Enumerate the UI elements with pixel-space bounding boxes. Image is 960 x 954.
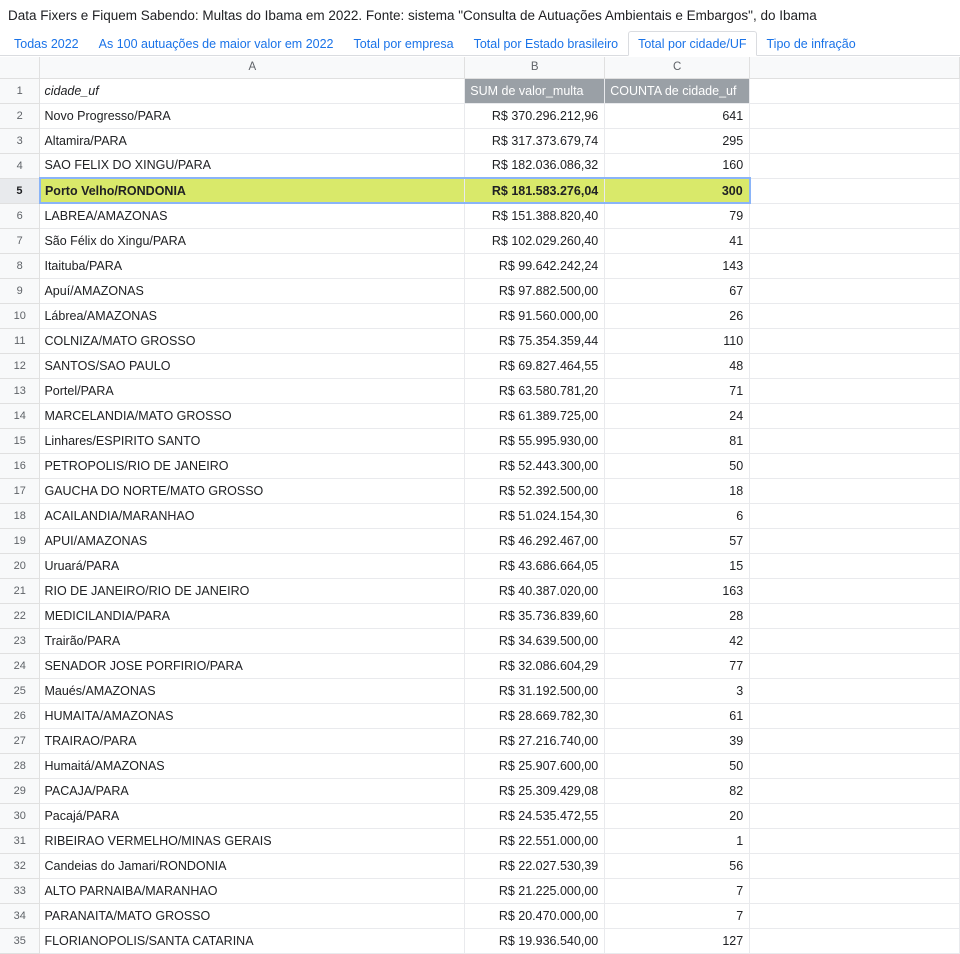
cell-city[interactable]: SENADOR JOSE PORFIRIO/PARA bbox=[40, 653, 465, 678]
cell-city[interactable]: LABREA/AMAZONAS bbox=[40, 203, 465, 228]
table-row[interactable] bbox=[0, 503, 960, 528]
cell-empty[interactable] bbox=[750, 853, 960, 878]
cell-city[interactable]: Maués/AMAZONAS bbox=[40, 678, 465, 703]
cell-sum[interactable]: R$ 52.392.500,00 bbox=[465, 478, 605, 503]
cell-count[interactable]: 57 bbox=[605, 528, 750, 553]
cell-city[interactable]: ACAILANDIA/MARANHAO bbox=[40, 503, 465, 528]
row-header[interactable]: 9 bbox=[0, 278, 40, 303]
cell-count[interactable]: 163 bbox=[605, 578, 750, 603]
cell-empty[interactable] bbox=[750, 178, 960, 203]
sheet-tab-4[interactable]: Total por cidade/UF bbox=[628, 31, 756, 56]
cell-sum[interactable]: R$ 151.388.820,40 bbox=[465, 203, 605, 228]
table-row[interactable] bbox=[0, 528, 960, 553]
row-header[interactable]: 2 bbox=[0, 103, 40, 128]
cell-count[interactable]: 71 bbox=[605, 378, 750, 403]
row-header[interactable]: 26 bbox=[0, 703, 40, 728]
row-header[interactable]: 32 bbox=[0, 853, 40, 878]
cell-city[interactable]: TRAIRAO/PARA bbox=[40, 728, 465, 753]
table-row[interactable] bbox=[0, 228, 960, 253]
cell-empty[interactable] bbox=[750, 278, 960, 303]
cell-empty[interactable] bbox=[750, 378, 960, 403]
cell-count[interactable]: 67 bbox=[605, 278, 750, 303]
table-row[interactable] bbox=[0, 378, 960, 403]
row-header[interactable]: 7 bbox=[0, 228, 40, 253]
cell-sum[interactable]: R$ 40.387.020,00 bbox=[465, 578, 605, 603]
cell-empty[interactable] bbox=[750, 903, 960, 928]
table-row[interactable] bbox=[0, 553, 960, 578]
cell-d1[interactable] bbox=[750, 78, 960, 103]
row-header[interactable]: 16 bbox=[0, 453, 40, 478]
cell-sum[interactable]: R$ 55.995.930,00 bbox=[465, 428, 605, 453]
cell-empty[interactable] bbox=[750, 353, 960, 378]
cell-count[interactable]: 110 bbox=[605, 328, 750, 353]
cell-count[interactable]: 50 bbox=[605, 453, 750, 478]
column-header-b[interactable]: B bbox=[465, 57, 605, 78]
cell-count[interactable]: 42 bbox=[605, 628, 750, 653]
row-header[interactable]: 34 bbox=[0, 903, 40, 928]
cell-empty[interactable] bbox=[750, 678, 960, 703]
cell-sum[interactable]: R$ 24.535.472,55 bbox=[465, 803, 605, 828]
cell-empty[interactable] bbox=[750, 603, 960, 628]
cell-sum[interactable]: R$ 19.936.540,00 bbox=[465, 928, 605, 953]
cell-city[interactable]: PETROPOLIS/RIO DE JANEIRO bbox=[40, 453, 465, 478]
cell-sum[interactable]: R$ 99.642.242,24 bbox=[465, 253, 605, 278]
row-header[interactable]: 13 bbox=[0, 378, 40, 403]
document-title: Data Fixers e Fiquem Sabendo: Multas do Ibama em 2022. Fonte: sistema "Consulta de Autuações Ambientais e Embargos", do Ibama bbox=[0, 0, 960, 30]
cell-count[interactable]: 39 bbox=[605, 728, 750, 753]
cell-count[interactable]: 28 bbox=[605, 603, 750, 628]
cell-count[interactable]: 295 bbox=[605, 128, 750, 153]
cell-a1[interactable]: cidade_uf bbox=[40, 78, 465, 103]
table-row[interactable] bbox=[0, 403, 960, 428]
cell-city[interactable]: Porto Velho/RONDONIA bbox=[40, 178, 465, 203]
cell-count[interactable]: 1 bbox=[605, 828, 750, 853]
cell-empty[interactable] bbox=[750, 578, 960, 603]
row-header[interactable]: 12 bbox=[0, 353, 40, 378]
table-row[interactable] bbox=[0, 128, 960, 153]
sheet-tab-1[interactable]: As 100 autuações de maior valor em 2022 bbox=[98, 36, 334, 51]
row-header[interactable]: 10 bbox=[0, 303, 40, 328]
table-row[interactable] bbox=[0, 728, 960, 753]
cell-sum[interactable]: R$ 317.373.679,74 bbox=[465, 128, 605, 153]
row-header[interactable]: 33 bbox=[0, 878, 40, 903]
table-row[interactable] bbox=[0, 178, 960, 203]
cell-sum[interactable]: R$ 51.024.154,30 bbox=[465, 503, 605, 528]
select-all-corner[interactable] bbox=[0, 57, 40, 78]
cell-empty[interactable] bbox=[750, 778, 960, 803]
cell-city[interactable]: ALTO PARNAIBA/MARANHAO bbox=[40, 878, 465, 903]
row-header[interactable]: 22 bbox=[0, 603, 40, 628]
cell-city[interactable]: São Félix do Xingu/PARA bbox=[40, 228, 465, 253]
row-header[interactable]: 8 bbox=[0, 253, 40, 278]
cell-empty[interactable] bbox=[750, 428, 960, 453]
cell-count[interactable]: 79 bbox=[605, 203, 750, 228]
row-header[interactable]: 23 bbox=[0, 628, 40, 653]
row-header[interactable]: 30 bbox=[0, 803, 40, 828]
cell-sum[interactable]: R$ 75.354.359,44 bbox=[465, 328, 605, 353]
cell-city[interactable]: MEDICILANDIA/PARA bbox=[40, 603, 465, 628]
pivot-table bbox=[0, 57, 960, 954]
cell-empty[interactable] bbox=[750, 303, 960, 328]
cell-city[interactable]: COLNIZA/MATO GROSSO bbox=[40, 328, 465, 353]
row-header[interactable]: 19 bbox=[0, 528, 40, 553]
cell-count[interactable]: 3 bbox=[605, 678, 750, 703]
row-header[interactable]: 25 bbox=[0, 678, 40, 703]
cell-city[interactable]: PARANAITA/MATO GROSSO bbox=[40, 903, 465, 928]
row-header[interactable]: 5 bbox=[0, 178, 40, 203]
row-header[interactable]: 17 bbox=[0, 478, 40, 503]
cell-city[interactable]: SANTOS/SAO PAULO bbox=[40, 353, 465, 378]
cell-city[interactable]: Itaituba/PARA bbox=[40, 253, 465, 278]
cell-count[interactable]: 641 bbox=[605, 103, 750, 128]
column-header-c[interactable]: C bbox=[605, 57, 750, 78]
cell-count[interactable]: 20 bbox=[605, 803, 750, 828]
cell-city[interactable]: Linhares/ESPIRITO SANTO bbox=[40, 428, 465, 453]
cell-empty[interactable] bbox=[750, 503, 960, 528]
row-header[interactable]: 11 bbox=[0, 328, 40, 353]
cell-count[interactable]: 160 bbox=[605, 153, 750, 178]
cell-count[interactable]: 6 bbox=[605, 503, 750, 528]
table-row[interactable] bbox=[0, 428, 960, 453]
cell-empty[interactable] bbox=[750, 103, 960, 128]
cell-sum[interactable]: R$ 22.027.530,39 bbox=[465, 853, 605, 878]
table-row[interactable] bbox=[0, 678, 960, 703]
cell-c1[interactable]: COUNTA de cidade_uf bbox=[605, 78, 750, 103]
cell-empty[interactable] bbox=[750, 753, 960, 778]
cell-city[interactable]: FLORIANOPOLIS/SANTA CATARINA bbox=[40, 928, 465, 953]
cell-empty[interactable] bbox=[750, 153, 960, 178]
cell-city[interactable]: Apuí/AMAZONAS bbox=[40, 278, 465, 303]
cell-count[interactable]: 24 bbox=[605, 403, 750, 428]
cell-empty[interactable] bbox=[750, 478, 960, 503]
cell-empty[interactable] bbox=[750, 403, 960, 428]
cell-count[interactable]: 26 bbox=[605, 303, 750, 328]
cell-sum[interactable]: R$ 182.036.086,32 bbox=[465, 153, 605, 178]
row-header[interactable]: 35 bbox=[0, 928, 40, 953]
cell-count[interactable]: 81 bbox=[605, 428, 750, 453]
cell-sum[interactable]: R$ 91.560.000,00 bbox=[465, 303, 605, 328]
table-row[interactable] bbox=[0, 903, 960, 928]
cell-city[interactable]: HUMAITA/AMAZONAS bbox=[40, 703, 465, 728]
row-header[interactable]: 4 bbox=[0, 153, 40, 178]
cell-count[interactable]: 41 bbox=[605, 228, 750, 253]
row-header[interactable]: 6 bbox=[0, 203, 40, 228]
cell-empty[interactable] bbox=[750, 878, 960, 903]
sheet-tab-3[interactable]: Total por Estado brasileiro bbox=[473, 36, 619, 51]
cell-count[interactable]: 300 bbox=[605, 178, 750, 203]
cell-empty[interactable] bbox=[750, 328, 960, 353]
sheet-tab-2[interactable]: Total por empresa bbox=[353, 36, 454, 51]
cell-count[interactable]: 61 bbox=[605, 703, 750, 728]
spreadsheet-grid[interactable] bbox=[0, 57, 960, 948]
cell-city[interactable]: Lábrea/AMAZONAS bbox=[40, 303, 465, 328]
row-header[interactable]: 24 bbox=[0, 653, 40, 678]
cell-count[interactable]: 15 bbox=[605, 553, 750, 578]
cell-sum[interactable]: R$ 22.551.000,00 bbox=[465, 828, 605, 853]
cell-sum[interactable]: R$ 35.736.839,60 bbox=[465, 603, 605, 628]
column-header-row bbox=[0, 57, 960, 78]
cell-empty[interactable] bbox=[750, 828, 960, 853]
table-row[interactable] bbox=[0, 803, 960, 828]
cell-empty[interactable] bbox=[750, 528, 960, 553]
cell-count[interactable]: 56 bbox=[605, 853, 750, 878]
table-row[interactable] bbox=[0, 928, 960, 953]
cell-sum[interactable]: R$ 181.583.276,04 bbox=[465, 178, 605, 203]
table-row[interactable] bbox=[0, 878, 960, 903]
cell-empty[interactable] bbox=[750, 628, 960, 653]
table-row[interactable] bbox=[0, 153, 960, 178]
cell-empty[interactable] bbox=[750, 253, 960, 278]
cell-count[interactable]: 143 bbox=[605, 253, 750, 278]
table-row[interactable] bbox=[0, 653, 960, 678]
column-header-blank[interactable] bbox=[750, 57, 960, 78]
table-row[interactable] bbox=[0, 103, 960, 128]
cell-empty[interactable] bbox=[750, 803, 960, 828]
cell-empty[interactable] bbox=[750, 453, 960, 478]
cell-count[interactable]: 127 bbox=[605, 928, 750, 953]
cell-city[interactable]: GAUCHA DO NORTE/MATO GROSSO bbox=[40, 478, 465, 503]
cell-city[interactable]: Portel/PARA bbox=[40, 378, 465, 403]
cell-sum[interactable]: R$ 69.827.464,55 bbox=[465, 353, 605, 378]
table-row[interactable] bbox=[0, 303, 960, 328]
cell-count[interactable]: 48 bbox=[605, 353, 750, 378]
cell-sum[interactable]: R$ 27.216.740,00 bbox=[465, 728, 605, 753]
table-row[interactable] bbox=[0, 853, 960, 878]
cell-empty[interactable] bbox=[750, 203, 960, 228]
cell-count[interactable]: 77 bbox=[605, 653, 750, 678]
cell-count[interactable]: 50 bbox=[605, 753, 750, 778]
row-header[interactable]: 29 bbox=[0, 778, 40, 803]
cell-city[interactable]: APUI/AMAZONAS bbox=[40, 528, 465, 553]
table-row[interactable] bbox=[0, 753, 960, 778]
row-header[interactable]: 21 bbox=[0, 578, 40, 603]
cell-sum[interactable]: R$ 52.443.300,00 bbox=[465, 453, 605, 478]
cell-city[interactable]: Altamira/PARA bbox=[40, 128, 465, 153]
cell-count[interactable]: 82 bbox=[605, 778, 750, 803]
cell-empty[interactable] bbox=[750, 553, 960, 578]
sheet-tab-strip bbox=[0, 30, 960, 56]
row-header[interactable]: 27 bbox=[0, 728, 40, 753]
table-row[interactable] bbox=[0, 253, 960, 278]
cell-empty[interactable] bbox=[750, 228, 960, 253]
cell-count[interactable]: 7 bbox=[605, 903, 750, 928]
cell-sum[interactable]: R$ 97.882.500,00 bbox=[465, 278, 605, 303]
table-row[interactable] bbox=[0, 828, 960, 853]
column-header-a[interactable]: A bbox=[40, 57, 465, 78]
sheet-tab-0[interactable]: Todas 2022 bbox=[14, 36, 79, 51]
cell-sum[interactable]: R$ 20.470.000,00 bbox=[465, 903, 605, 928]
table-row[interactable] bbox=[0, 353, 960, 378]
table-row[interactable] bbox=[0, 203, 960, 228]
cell-city[interactable]: Humaitá/AMAZONAS bbox=[40, 753, 465, 778]
cell-sum[interactable]: R$ 21.225.000,00 bbox=[465, 878, 605, 903]
cell-city[interactable]: RIBEIRAO VERMELHO/MINAS GERAIS bbox=[40, 828, 465, 853]
cell-empty[interactable] bbox=[750, 653, 960, 678]
row-header[interactable]: 1 bbox=[0, 78, 40, 103]
table-row[interactable] bbox=[0, 778, 960, 803]
table-row[interactable] bbox=[0, 603, 960, 628]
cell-city[interactable]: PACAJA/PARA bbox=[40, 778, 465, 803]
cell-empty[interactable] bbox=[750, 928, 960, 953]
cell-sum[interactable]: R$ 34.639.500,00 bbox=[465, 628, 605, 653]
table-row[interactable] bbox=[0, 578, 960, 603]
cell-sum[interactable]: R$ 63.580.781,20 bbox=[465, 378, 605, 403]
cell-sum[interactable]: R$ 32.086.604,29 bbox=[465, 653, 605, 678]
cell-sum[interactable]: R$ 370.296.212,96 bbox=[465, 103, 605, 128]
grid-body bbox=[0, 78, 960, 953]
cell-city[interactable]: Pacajá/PARA bbox=[40, 803, 465, 828]
cell-sum[interactable]: R$ 25.309.429,08 bbox=[465, 778, 605, 803]
cell-sum[interactable]: R$ 102.029.260,40 bbox=[465, 228, 605, 253]
cell-count[interactable]: 7 bbox=[605, 878, 750, 903]
cell-sum[interactable]: R$ 31.192.500,00 bbox=[465, 678, 605, 703]
cell-sum[interactable]: R$ 43.686.664,05 bbox=[465, 553, 605, 578]
cell-empty[interactable] bbox=[750, 728, 960, 753]
cell-city[interactable]: RIO DE JANEIRO/RIO DE JANEIRO bbox=[40, 578, 465, 603]
cell-count[interactable]: 18 bbox=[605, 478, 750, 503]
cell-city[interactable]: Novo Progresso/PARA bbox=[40, 103, 465, 128]
table-row[interactable] bbox=[0, 278, 960, 303]
cell-city[interactable]: Uruará/PARA bbox=[40, 553, 465, 578]
row-header[interactable]: 28 bbox=[0, 753, 40, 778]
cell-sum[interactable]: R$ 25.907.600,00 bbox=[465, 753, 605, 778]
table-row[interactable] bbox=[0, 78, 960, 103]
cell-sum[interactable]: R$ 28.669.782,30 bbox=[465, 703, 605, 728]
table-row[interactable] bbox=[0, 478, 960, 503]
row-header[interactable]: 31 bbox=[0, 828, 40, 853]
cell-b1[interactable]: SUM de valor_multa bbox=[465, 78, 605, 103]
table-row[interactable] bbox=[0, 453, 960, 478]
table-row[interactable] bbox=[0, 628, 960, 653]
row-header[interactable]: 18 bbox=[0, 503, 40, 528]
row-header[interactable]: 3 bbox=[0, 128, 40, 153]
row-header[interactable]: 15 bbox=[0, 428, 40, 453]
row-header[interactable]: 20 bbox=[0, 553, 40, 578]
cell-city[interactable]: SAO FELIX DO XINGU/PARA bbox=[40, 153, 465, 178]
table-row[interactable] bbox=[0, 703, 960, 728]
cell-empty[interactable] bbox=[750, 703, 960, 728]
cell-sum[interactable]: R$ 61.389.725,00 bbox=[465, 403, 605, 428]
cell-city[interactable]: MARCELANDIA/MATO GROSSO bbox=[40, 403, 465, 428]
cell-city[interactable]: Candeias do Jamari/RONDONIA bbox=[40, 853, 465, 878]
cell-city[interactable]: Trairão/PARA bbox=[40, 628, 465, 653]
cell-sum[interactable]: R$ 46.292.467,00 bbox=[465, 528, 605, 553]
sheet-tab-5[interactable]: Tipo de infração bbox=[766, 36, 856, 51]
table-row[interactable] bbox=[0, 328, 960, 353]
row-header[interactable]: 14 bbox=[0, 403, 40, 428]
cell-empty[interactable] bbox=[750, 128, 960, 153]
